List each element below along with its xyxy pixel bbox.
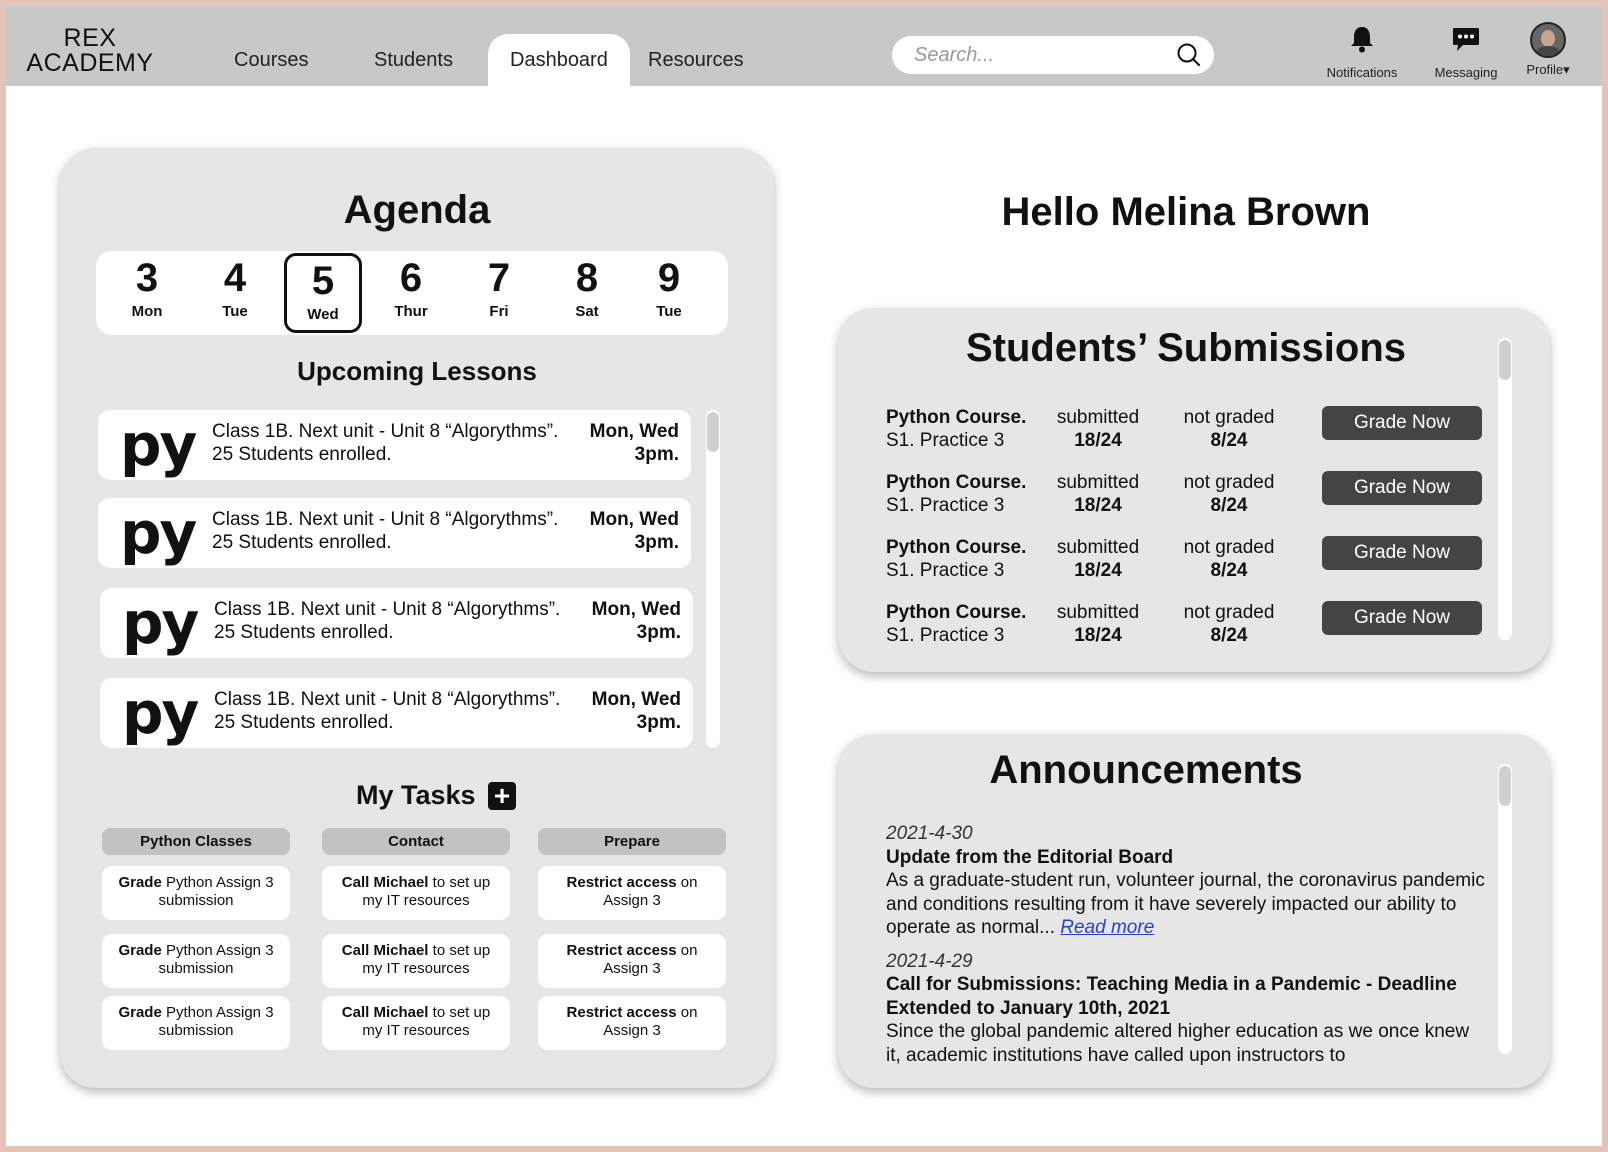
notifications-label: Notifications (1326, 65, 1398, 80)
upcoming-lessons-title: Upcoming Lessons (297, 356, 537, 386)
submitted-stat (1048, 406, 1148, 452)
submission-course (886, 406, 1026, 452)
lesson-line-1: Class 1B. Next unit - Unit 8 “Algorythms”. (214, 599, 561, 620)
lesson-description (212, 508, 558, 554)
grade-now-button[interactable]: Grade Now (1322, 406, 1482, 440)
task-text-line-2: submission (158, 960, 234, 977)
not-graded-count: 8/24 (1210, 430, 1248, 451)
not-graded-label: not graded (1183, 537, 1275, 558)
day-name: Mon (131, 303, 163, 320)
task-bold: Restrict access (566, 942, 677, 959)
lesson-days: Mon, Wed (589, 421, 679, 442)
lesson-time: 3pm. (634, 532, 679, 553)
bell-icon (1347, 24, 1377, 54)
task-text-line-2: submission (158, 892, 234, 909)
top-navigation-bar (6, 6, 1602, 86)
task-text-line-2: submission (158, 1022, 234, 1039)
course-item: S1. Practice 3 (886, 625, 1005, 646)
lesson-time: 3pm. (634, 444, 679, 465)
submission-row (886, 536, 1486, 586)
lesson-line-2: 25 Students enrolled. (212, 444, 392, 465)
lesson-card[interactable] (100, 588, 693, 658)
scrollbar-thumb[interactable] (1499, 340, 1511, 380)
grade-now-button[interactable]: Grade Now (1322, 536, 1482, 570)
logo[interactable] (20, 26, 160, 76)
lesson-schedule (592, 598, 681, 644)
day-name: Thur (394, 303, 428, 320)
task-item[interactable] (322, 996, 510, 1050)
day-7[interactable] (460, 253, 538, 333)
submitted-label: submitted (1056, 472, 1140, 493)
submitted-count: 18/24 (1074, 495, 1122, 516)
task-text: on (676, 874, 698, 891)
day-name: Fri (489, 303, 509, 320)
not-graded-label: not graded (1183, 472, 1275, 493)
scrollbar-thumb[interactable] (1499, 766, 1511, 806)
submissions-scrollbar[interactable] (1498, 338, 1512, 640)
lesson-days: Mon, Wed (591, 689, 681, 710)
lesson-card[interactable] (100, 678, 693, 748)
lesson-description (214, 688, 560, 734)
lesson-schedule (592, 688, 681, 734)
lesson-days: Mon, Wed (591, 599, 681, 620)
not-graded-stat (1174, 406, 1284, 452)
day-number: 9 (657, 256, 681, 300)
day-name: Tue (656, 303, 682, 320)
day-9[interactable] (630, 253, 708, 333)
search-box (892, 36, 1214, 74)
task-item[interactable] (322, 934, 510, 988)
submission-course (886, 471, 1026, 517)
submissions-title: Students’ Submissions (965, 326, 1407, 370)
tab-resources[interactable]: Resources (648, 49, 744, 71)
lesson-days: Mon, Wed (589, 509, 679, 530)
profile-menu[interactable] (1518, 22, 1578, 78)
task-text: to set up (428, 874, 491, 891)
app-frame (6, 6, 1602, 1146)
course-item: S1. Practice 3 (886, 495, 1005, 516)
task-bold: Call Michael (341, 874, 429, 891)
lesson-line-2: 25 Students enrolled. (214, 622, 394, 643)
task-item[interactable] (322, 866, 510, 920)
announcement-text: As a graduate-student run, volunteer journal, the coronavirus pandemic and conditions resulting from it have severely impacted our ability to operate as normal... (886, 870, 1485, 938)
lesson-line-1: Class 1B. Next unit - Unit 8 “Algorythms”. (212, 509, 559, 530)
task-text: Python Assign 3 (161, 1004, 274, 1021)
task-item[interactable] (538, 934, 726, 988)
my-tasks-title: My Tasks (356, 780, 476, 810)
not-graded-label: not graded (1183, 407, 1275, 428)
submitted-stat (1048, 601, 1148, 647)
python-logo-icon: py (120, 499, 196, 567)
lesson-card[interactable] (98, 498, 691, 568)
course-name: Python Course. (886, 602, 1027, 623)
lesson-schedule (590, 420, 679, 466)
profile-label: Profile▾ (1526, 62, 1570, 77)
announcement-title: Call for Submissions: Teaching Media in a Pandemic - Deadline Extended to January 10th, 2021 (886, 974, 1457, 1019)
day-8[interactable] (548, 253, 626, 333)
task-text-line-2: my IT resources (362, 1022, 470, 1039)
task-bold: Grade (118, 874, 162, 891)
announcements-list (886, 822, 1486, 1068)
day-5-selected[interactable] (284, 253, 362, 333)
task-text: on (676, 1004, 698, 1021)
messaging-button[interactable] (1424, 24, 1508, 80)
day-number: 8 (575, 256, 599, 300)
submissions-card (838, 308, 1550, 672)
day-3[interactable] (108, 253, 186, 333)
submitted-label: submitted (1056, 602, 1140, 623)
announcement-text: Since the global pandemic altered higher education as we once knew it, academic institutions have called upon instructors to (886, 1021, 1470, 1066)
not-graded-stat (1174, 471, 1284, 517)
submitted-stat (1048, 536, 1148, 582)
tab-courses[interactable]: Courses (234, 49, 309, 71)
submission-course (886, 601, 1026, 647)
announcement-item (886, 950, 1486, 1068)
lesson-time: 3pm. (636, 622, 681, 643)
task-item[interactable] (102, 996, 290, 1050)
search-input[interactable] (914, 36, 1164, 74)
tab-students[interactable]: Students (374, 49, 453, 71)
scrollbar-thumb[interactable] (707, 412, 719, 452)
submitted-count: 18/24 (1074, 625, 1122, 646)
day-number: 7 (487, 256, 511, 300)
task-item[interactable] (538, 866, 726, 920)
python-logo-icon: py (120, 411, 196, 479)
notifications-button[interactable] (1320, 24, 1404, 80)
task-text-line-2: my IT resources (362, 892, 470, 909)
course-item: S1. Practice 3 (886, 560, 1005, 581)
announcements-card (838, 734, 1550, 1088)
course-item: S1. Practice 3 (886, 430, 1005, 451)
grade-now-button[interactable]: Grade Now (1322, 471, 1482, 505)
day-selector (96, 251, 728, 335)
day-name: Sat (575, 303, 599, 320)
submitted-count: 18/24 (1074, 430, 1122, 451)
add-task-button[interactable]: + (488, 782, 516, 810)
messaging-label: Messaging (1434, 65, 1498, 80)
task-column-header: Contact (322, 828, 510, 855)
task-item[interactable] (102, 866, 290, 920)
submitted-label: submitted (1056, 407, 1140, 428)
task-bold: Grade (118, 1004, 162, 1021)
day-name: Wed (307, 306, 339, 323)
announcements-scrollbar[interactable] (1498, 764, 1512, 1054)
day-number: 6 (399, 256, 423, 300)
lesson-line-2: 25 Students enrolled. (212, 532, 392, 553)
task-item[interactable] (538, 996, 726, 1050)
not-graded-label: not graded (1183, 602, 1275, 623)
announcement-date: 2021-4-29 (886, 950, 973, 972)
day-6[interactable] (372, 253, 450, 333)
task-text: to set up (428, 942, 491, 959)
not-graded-stat (1174, 536, 1284, 582)
task-bold: Restrict access (566, 1004, 677, 1021)
task-text-line-2: my IT resources (362, 960, 470, 977)
read-more-link[interactable]: Read more (1060, 917, 1155, 938)
task-text: to set up (428, 1004, 491, 1021)
task-item[interactable] (102, 934, 290, 988)
task-column-header: Prepare (538, 828, 726, 855)
submitted-stat (1048, 471, 1148, 517)
day-4[interactable] (196, 253, 274, 333)
day-number: 5 (311, 259, 335, 303)
task-text: Python Assign 3 (161, 874, 274, 891)
announcement-body (886, 869, 1486, 940)
logo-line-1: REX (63, 24, 117, 52)
tab-dashboard[interactable]: Dashboard (488, 34, 630, 86)
submission-row (886, 601, 1486, 651)
logo-line-2: ACADEMY (26, 49, 154, 77)
search-icon[interactable] (1176, 42, 1202, 68)
lesson-line-1: Class 1B. Next unit - Unit 8 “Algorythms”. (214, 689, 561, 710)
day-number: 3 (135, 256, 159, 300)
agenda-title: Agenda (343, 188, 491, 232)
task-column-header: Python Classes (102, 828, 290, 855)
lesson-description (214, 598, 560, 644)
python-logo-icon: py (122, 679, 198, 747)
lesson-card[interactable] (98, 410, 691, 480)
task-bold: Call Michael (341, 1004, 429, 1021)
day-number: 4 (223, 256, 247, 300)
lessons-scrollbar[interactable] (706, 410, 720, 748)
lesson-line-2: 25 Students enrolled. (214, 712, 394, 733)
submission-row (886, 471, 1486, 521)
lesson-schedule (590, 508, 679, 554)
course-name: Python Course. (886, 407, 1027, 428)
course-name: Python Course. (886, 537, 1027, 558)
submission-row (886, 406, 1486, 456)
lesson-description (212, 420, 558, 466)
not-graded-count: 8/24 (1210, 625, 1248, 646)
announcement-body (886, 1020, 1486, 1067)
task-text-line-2: Assign 3 (603, 892, 661, 909)
task-bold: Grade (118, 942, 162, 959)
announcement-date: 2021-4-30 (886, 823, 973, 844)
announcements-title: Announcements (989, 748, 1303, 792)
task-bold: Restrict access (566, 874, 677, 891)
grade-now-button[interactable]: Grade Now (1322, 601, 1482, 635)
lesson-line-1: Class 1B. Next unit - Unit 8 “Algorythms”. (212, 421, 559, 442)
greeting-heading: Hello Melina Brown (1001, 190, 1371, 234)
announcement-title: Update from the Editorial Board (886, 846, 1174, 868)
submitted-label: submitted (1056, 537, 1140, 558)
not-graded-count: 8/24 (1210, 495, 1248, 516)
submitted-count: 18/24 (1074, 560, 1122, 581)
task-bold: Call Michael (341, 942, 429, 959)
lesson-time: 3pm. (636, 712, 681, 733)
not-graded-count: 8/24 (1210, 560, 1248, 581)
avatar (1530, 22, 1566, 58)
python-logo-icon: py (122, 589, 198, 657)
submission-course (886, 536, 1026, 582)
day-name: Tue (222, 303, 248, 320)
task-text-line-2: Assign 3 (603, 1022, 661, 1039)
agenda-card (60, 148, 774, 1088)
chat-bubble-icon (1451, 24, 1481, 54)
task-text: on (676, 942, 698, 959)
announcement-item (886, 822, 1486, 940)
task-text-line-2: Assign 3 (603, 960, 661, 977)
task-text: Python Assign 3 (161, 942, 274, 959)
not-graded-stat (1174, 601, 1284, 647)
course-name: Python Course. (886, 472, 1027, 493)
